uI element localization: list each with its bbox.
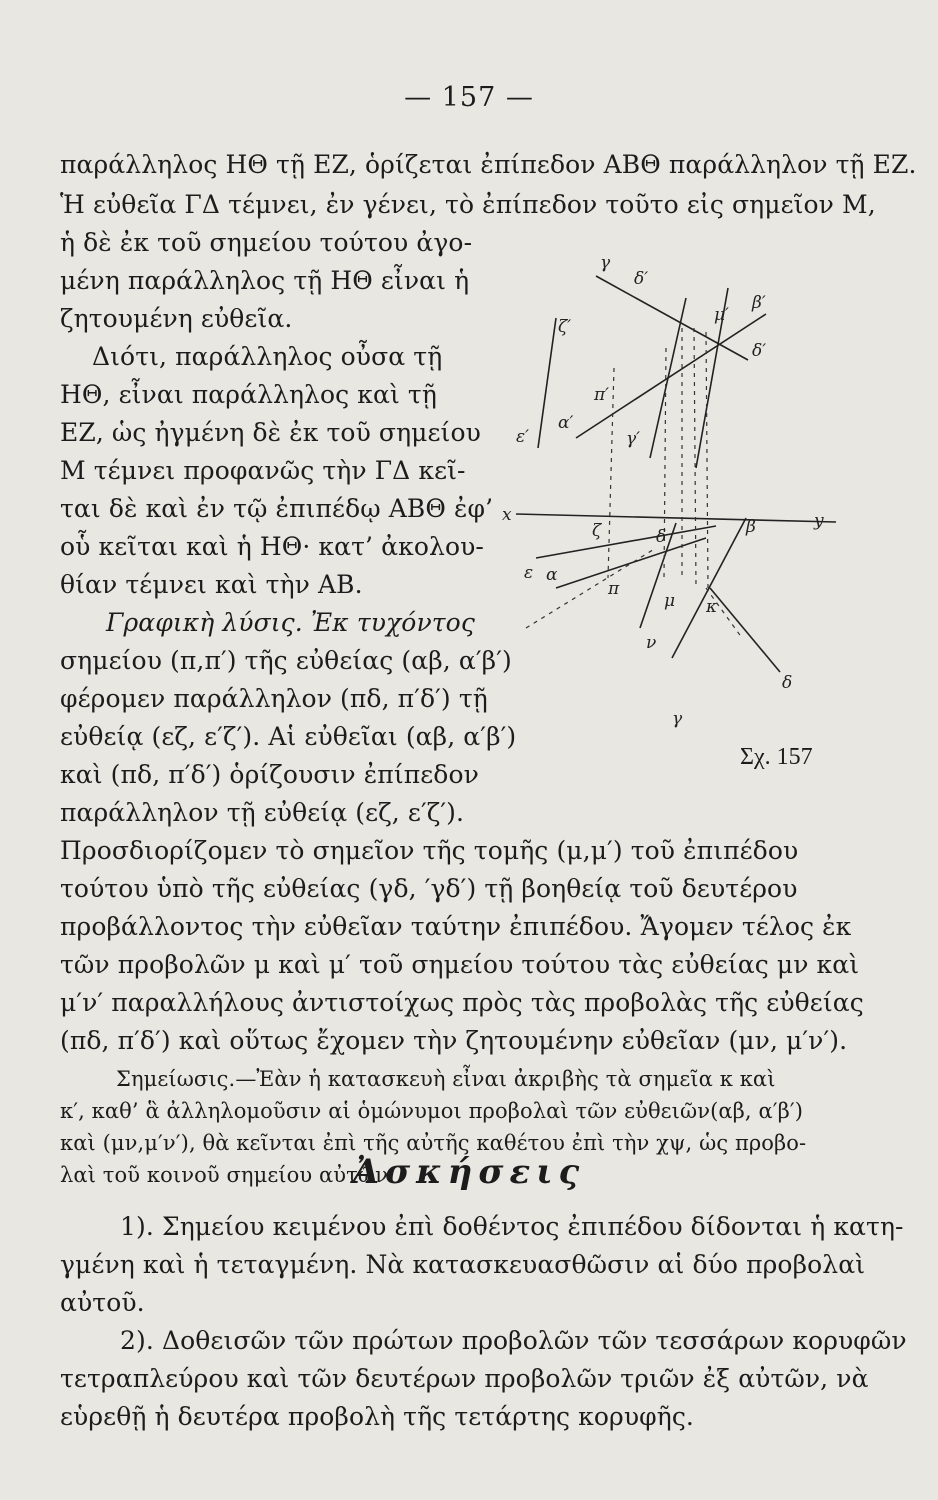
figure-caption: Σχ. 157 [740, 744, 813, 770]
diagram-label: ν [646, 633, 657, 653]
projection-dash [706, 332, 708, 588]
axis-xy [516, 514, 836, 522]
exercise-line: εὑρεθῇ ἡ δευτέρα προβολὴ τῆς τετάρτης κορυφῆς. [60, 1402, 694, 1431]
figure-157 [496, 248, 856, 778]
exercises-heading: Ἀσκήσεις [352, 1152, 586, 1192]
diagram-line [672, 518, 746, 658]
diagram-label: π [608, 579, 620, 599]
diagram-line [536, 526, 716, 558]
exercise-line: 1). Σημείου κειμένου ἐπὶ δοθέντος ἐπιπέδου δίδονται ἡ κατη- [120, 1212, 904, 1241]
text-line: προβάλλοντος τὴν εὐθεῖαν ταύτην ἐπιπέδου. Ἄγομεν τέλος ἐκ [60, 912, 852, 941]
diagram-label: γ [672, 709, 683, 729]
diagram-label: π′ [594, 385, 610, 405]
text-line: ΗΘ, εἶναι παράλληλος καὶ τῇ [60, 380, 437, 409]
diagram-label: δ [656, 527, 667, 547]
text-line: τούτου ὑπὸ τῆς εὐθείας (γδ, ′γδ′) τῇ βοηθείᾳ τοῦ δευτέρου [60, 874, 798, 903]
text-line: μ′ν′ παραλλήλους ἀντιστοίχως πρὸς τὰς προβολὰς τῆς εὐθείας [60, 988, 864, 1017]
diagram-label: ε [524, 563, 534, 583]
diagram-line [710, 588, 780, 672]
diagram-label: α′ [558, 413, 574, 433]
text-line: ἡ δὲ ἐκ τοῦ σημείου τούτου ἀγο- [60, 228, 473, 257]
diagram-line [576, 314, 766, 438]
diagram-label: ζ [592, 521, 602, 541]
text-line: Προσδιορίζομεν τὸ σημεῖον τῆς τομῆς (μ,μ′) τοῦ ἐπιπέδου [60, 836, 799, 865]
note-line: καὶ (μν,μ′ν′), θὰ κεῖνται ἐπὶ τῆς αὐτῆς καθέτου ἐπὶ τὴν χψ, ὡς προβο- [60, 1131, 807, 1155]
text-line: Γραφικὴ λύσις. Ἐκ τυχόντος [106, 608, 475, 637]
text-line: ται δὲ καὶ ἐν τῷ ἐπιπέδῳ ΑΒΘ ἐφ’ [60, 494, 494, 523]
text-line: σημείου (π,π′) τῆς εὐθείας (αβ, α′β′) [60, 646, 512, 675]
diagram-label: δ′ [634, 269, 649, 289]
note-line: λαὶ τοῦ κοινοῦ σημείου αὐτῶν. [60, 1163, 395, 1187]
page-number: — 157 — [404, 82, 534, 113]
diagram-label: β [746, 517, 756, 537]
text-line: καὶ (πδ, π′δ′) ὁρίζουσιν ἐπίπεδον [60, 760, 479, 789]
exercise-line: αὐτοῦ. [60, 1288, 145, 1317]
text-line: φέρομεν παράλληλον (πδ, π′δ′) τῇ [60, 684, 488, 713]
diagram-label: β′ [752, 293, 766, 313]
projection-dash [526, 548, 656, 628]
text-line: τῶν προβολῶν μ καὶ μ′ τοῦ σημείου τούτου τὰς εὐθείας μν καὶ [60, 950, 860, 979]
text-line: Μ τέμνει προφανῶς τὴν ΓΔ κεῖ- [60, 456, 466, 485]
text-line: Διότι, παράλληλος οὖσα τῇ [92, 342, 443, 371]
text-line: Ἡ εὐθεῖα ΓΔ τέμνει, ἐν γένει, τὸ ἐπίπεδον τοῦτο εἰς σημεῖον Μ, [60, 190, 876, 219]
diagram-label: y [814, 511, 824, 531]
text-line: ΕΖ, ὡς ἠγμένη δὲ ἐκ τοῦ σημείου [60, 418, 481, 447]
geometry-diagram [496, 248, 856, 778]
text-line: οὗ κεῖται καὶ ἡ ΗΘ· κατ’ ἀκολου- [60, 532, 484, 561]
diagram-label: γ′ [626, 429, 641, 449]
text-line: παράλληλος ΗΘ τῇ ΕΖ, ὁρίζεται ἐπίπεδον ΑΒΘ παράλληλον τῇ ΕΖ. [60, 150, 917, 179]
text-line: (πδ, π′δ′) καὶ οὕτως ἔχομεν τὴν ζητουμένην εὐθεῖαν (μν, μ′ν′). [60, 1026, 848, 1055]
note-line: Σημείωσις.—Ἐὰν ἡ κατασκευὴ εἶναι ἀκριβὴς τὰ σημεῖα κ καὶ [116, 1067, 776, 1091]
diagram-label: x [502, 505, 512, 525]
exercise-line: γμένη καὶ ἡ τεταγμένη. Νὰ κατασκευασθῶσιν αἱ δύο προβολαὶ [60, 1250, 866, 1279]
diagram-line [650, 298, 686, 458]
exercise-line: τετραπλεύρου καὶ τῶν δευτέρων προβολῶν τριῶν ἐξ αὐτῶν, νὰ [60, 1364, 869, 1393]
text-line: παράλληλον τῇ εὐθείᾳ (εζ, ε′ζ′). [60, 798, 465, 827]
text-line: θίαν τέμνει καὶ τὴν ΑΒ. [60, 570, 363, 599]
text-line: ζητουμένη εὐθεῖα. [60, 304, 293, 333]
diagram-label: δ′ [752, 341, 767, 361]
diagram-label: α [546, 565, 558, 585]
text-line: μένη παράλληλος τῇ ΗΘ εἶναι ἡ [60, 266, 470, 295]
projection-dash [694, 328, 696, 588]
diagram-line [556, 538, 706, 588]
diagram-label: γ [600, 253, 611, 273]
diagram-line [538, 318, 556, 448]
diagram-label: κ [706, 597, 718, 617]
diagram-label: ζ′ [558, 317, 572, 337]
diagram-label: μ [664, 591, 676, 611]
diagram-label: δ [782, 673, 793, 693]
diagram-label: ε′ [516, 427, 529, 447]
note-line: κ′, καθ’ ἃ ἀλληλομοῦσιν αἱ ὁμώνυμοι προβολαὶ τῶν εὐθειῶν(αβ, α′β′) [60, 1099, 804, 1123]
diagram-label: μ′ [714, 305, 729, 325]
text-line: εὐθείᾳ (εζ, ε′ζ′). Αἱ εὐθεῖαι (αβ, α′β′) [60, 722, 517, 751]
exercise-line: 2). Δοθεισῶν τῶν πρώτων προβολῶν τῶν τεσσάρων κορυφῶν [120, 1326, 907, 1355]
